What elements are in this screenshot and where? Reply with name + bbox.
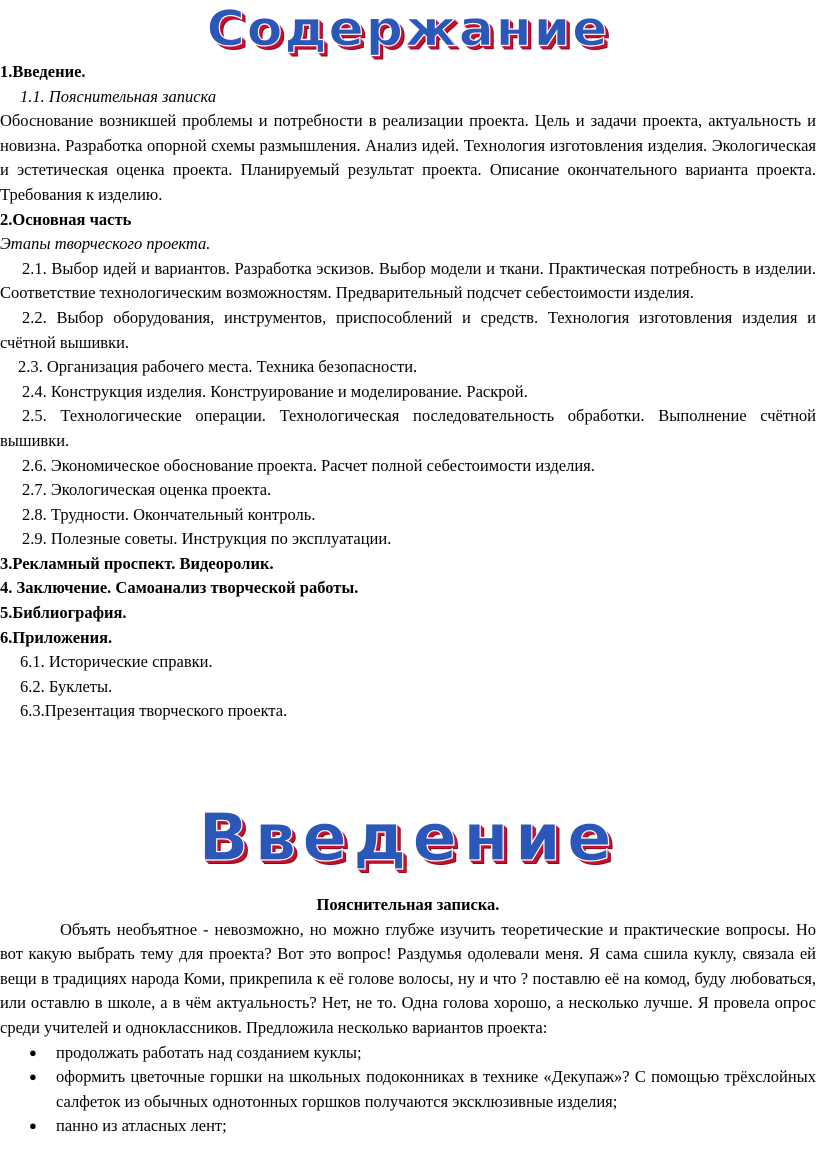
- toc-section-5-title: 5.Библиография.: [0, 603, 127, 623]
- list-item-text: продолжать работать над созданием куклы;: [56, 1042, 362, 1062]
- toc-item-2-6: 2.6. Экономическое обоснование проекта. Расчет полной себестоимости изделия.: [22, 455, 595, 475]
- bullet-icon: ●: [29, 1069, 37, 1085]
- bullet-icon: ●: [29, 1118, 37, 1134]
- toc-item-2-3: 2.3. Организация рабочего места. Техника безопасности.: [18, 357, 418, 377]
- toc-item-6-2: 6.2. Буклеты.: [20, 676, 113, 696]
- toc-section-2-subtitle: Этапы творческого проекта.: [0, 234, 211, 254]
- options-list: [0, 1041, 816, 1139]
- toc-item-2-5: 2.5. Технологические операции. Технологическая последовательность обработки. Выполнение счётной вышивки.: [0, 406, 816, 450]
- list-item: [29, 1114, 816, 1139]
- list-item: [29, 1065, 816, 1114]
- toc-item-6-1: 6.1. Исторические справки.: [20, 652, 213, 672]
- toc-section-6-title: 6.Приложения.: [0, 627, 113, 647]
- list-item-text: оформить цветочные горшки на школьных подоконниках в технике «Декупаж»? С помощью трёхслойных салфеток из обычных однотонных горшков получаются эксклюзивные изделия;: [56, 1067, 816, 1111]
- toc-item-2-8: 2.8. Трудности. Окончательный контроль.: [22, 504, 316, 524]
- toc-item-2-4: 2.4. Конструкция изделия. Конструирование и моделирование. Раскрой.: [22, 381, 528, 401]
- toc-item-2-1: 2.1. Выбор идей и вариантов. Разработка эскизов. Выбор модели и ткани. Практическая потребность в изделии. Соответствие технологическим возможностям. Предварительный подсчет себестоимости изделия.: [0, 258, 816, 303]
- toc-item-2-2: 2.2. Выбор оборудования, инструментов, приспособлений и средств. Технология изготовления изделия и счётной вышивки.: [0, 307, 816, 352]
- toc-section-2-title: 2.Основная часть: [0, 209, 132, 229]
- toc-item-2-7: 2.7. Экологическая оценка проекта.: [22, 480, 272, 500]
- intro-paragraph: Объять необъятное - невозможно, но можно глубже изучить теоретические и практические вопросы. Но вот какую выбрать тему для проекта? Вот это вопрос! Раздумья одолевали меня. Я сама сшила куклу, связала ей вещи в традициях народа Коми, прикрепила к её голове волосы, ну и что ? поставлю её на комод, буду любоваться, или оставлю в школе, а в чём актуальность? Нет, не то. Одна голова хорошо, а несколько лучше. Я провела опрос среди учителей и одноклассников. Предложила несколько вариантов проекта:: [0, 919, 816, 1037]
- toc-item-6-3: 6.3.Презентация творческого проекта.: [20, 701, 288, 721]
- introduction-wordart-title: Введение: [198, 799, 618, 876]
- toc-section-1-1-title: 1.1. Пояснительная записка: [20, 86, 217, 106]
- table-of-contents: [0, 60, 816, 724]
- list-item: [29, 1041, 816, 1066]
- toc-section-3-title: 3.Рекламный проспект. Видеоролик.: [0, 553, 274, 573]
- contents-wordart-title: Содержание: [206, 0, 610, 58]
- toc-item-2-9: 2.9. Полезные советы. Инструкция по эксплуатации.: [22, 529, 392, 549]
- introduction-section: [0, 893, 816, 1139]
- toc-section-1-1-text: Обоснование возникшей проблемы и потребности в реализации проекта. Цель и задачи проекта, актуальность и новизна. Разработка опорной схемы размышления. Анализ идей. Технология изготовления изделия. Экологическая и эстетическая оценка проекта. Планируемый результат проекта. Описание окончательного варианта проекта. Требования к изделию.: [0, 111, 816, 204]
- toc-section-4-title: 4. Заключение. Самоанализ творческой работы.: [0, 578, 359, 598]
- list-item-text: панно из атласных лент;: [56, 1116, 227, 1136]
- bullet-icon: ●: [29, 1044, 37, 1060]
- explanatory-note-heading: Пояснительная записка.: [316, 895, 500, 914]
- toc-section-1-title: 1.Введение.: [0, 62, 86, 81]
